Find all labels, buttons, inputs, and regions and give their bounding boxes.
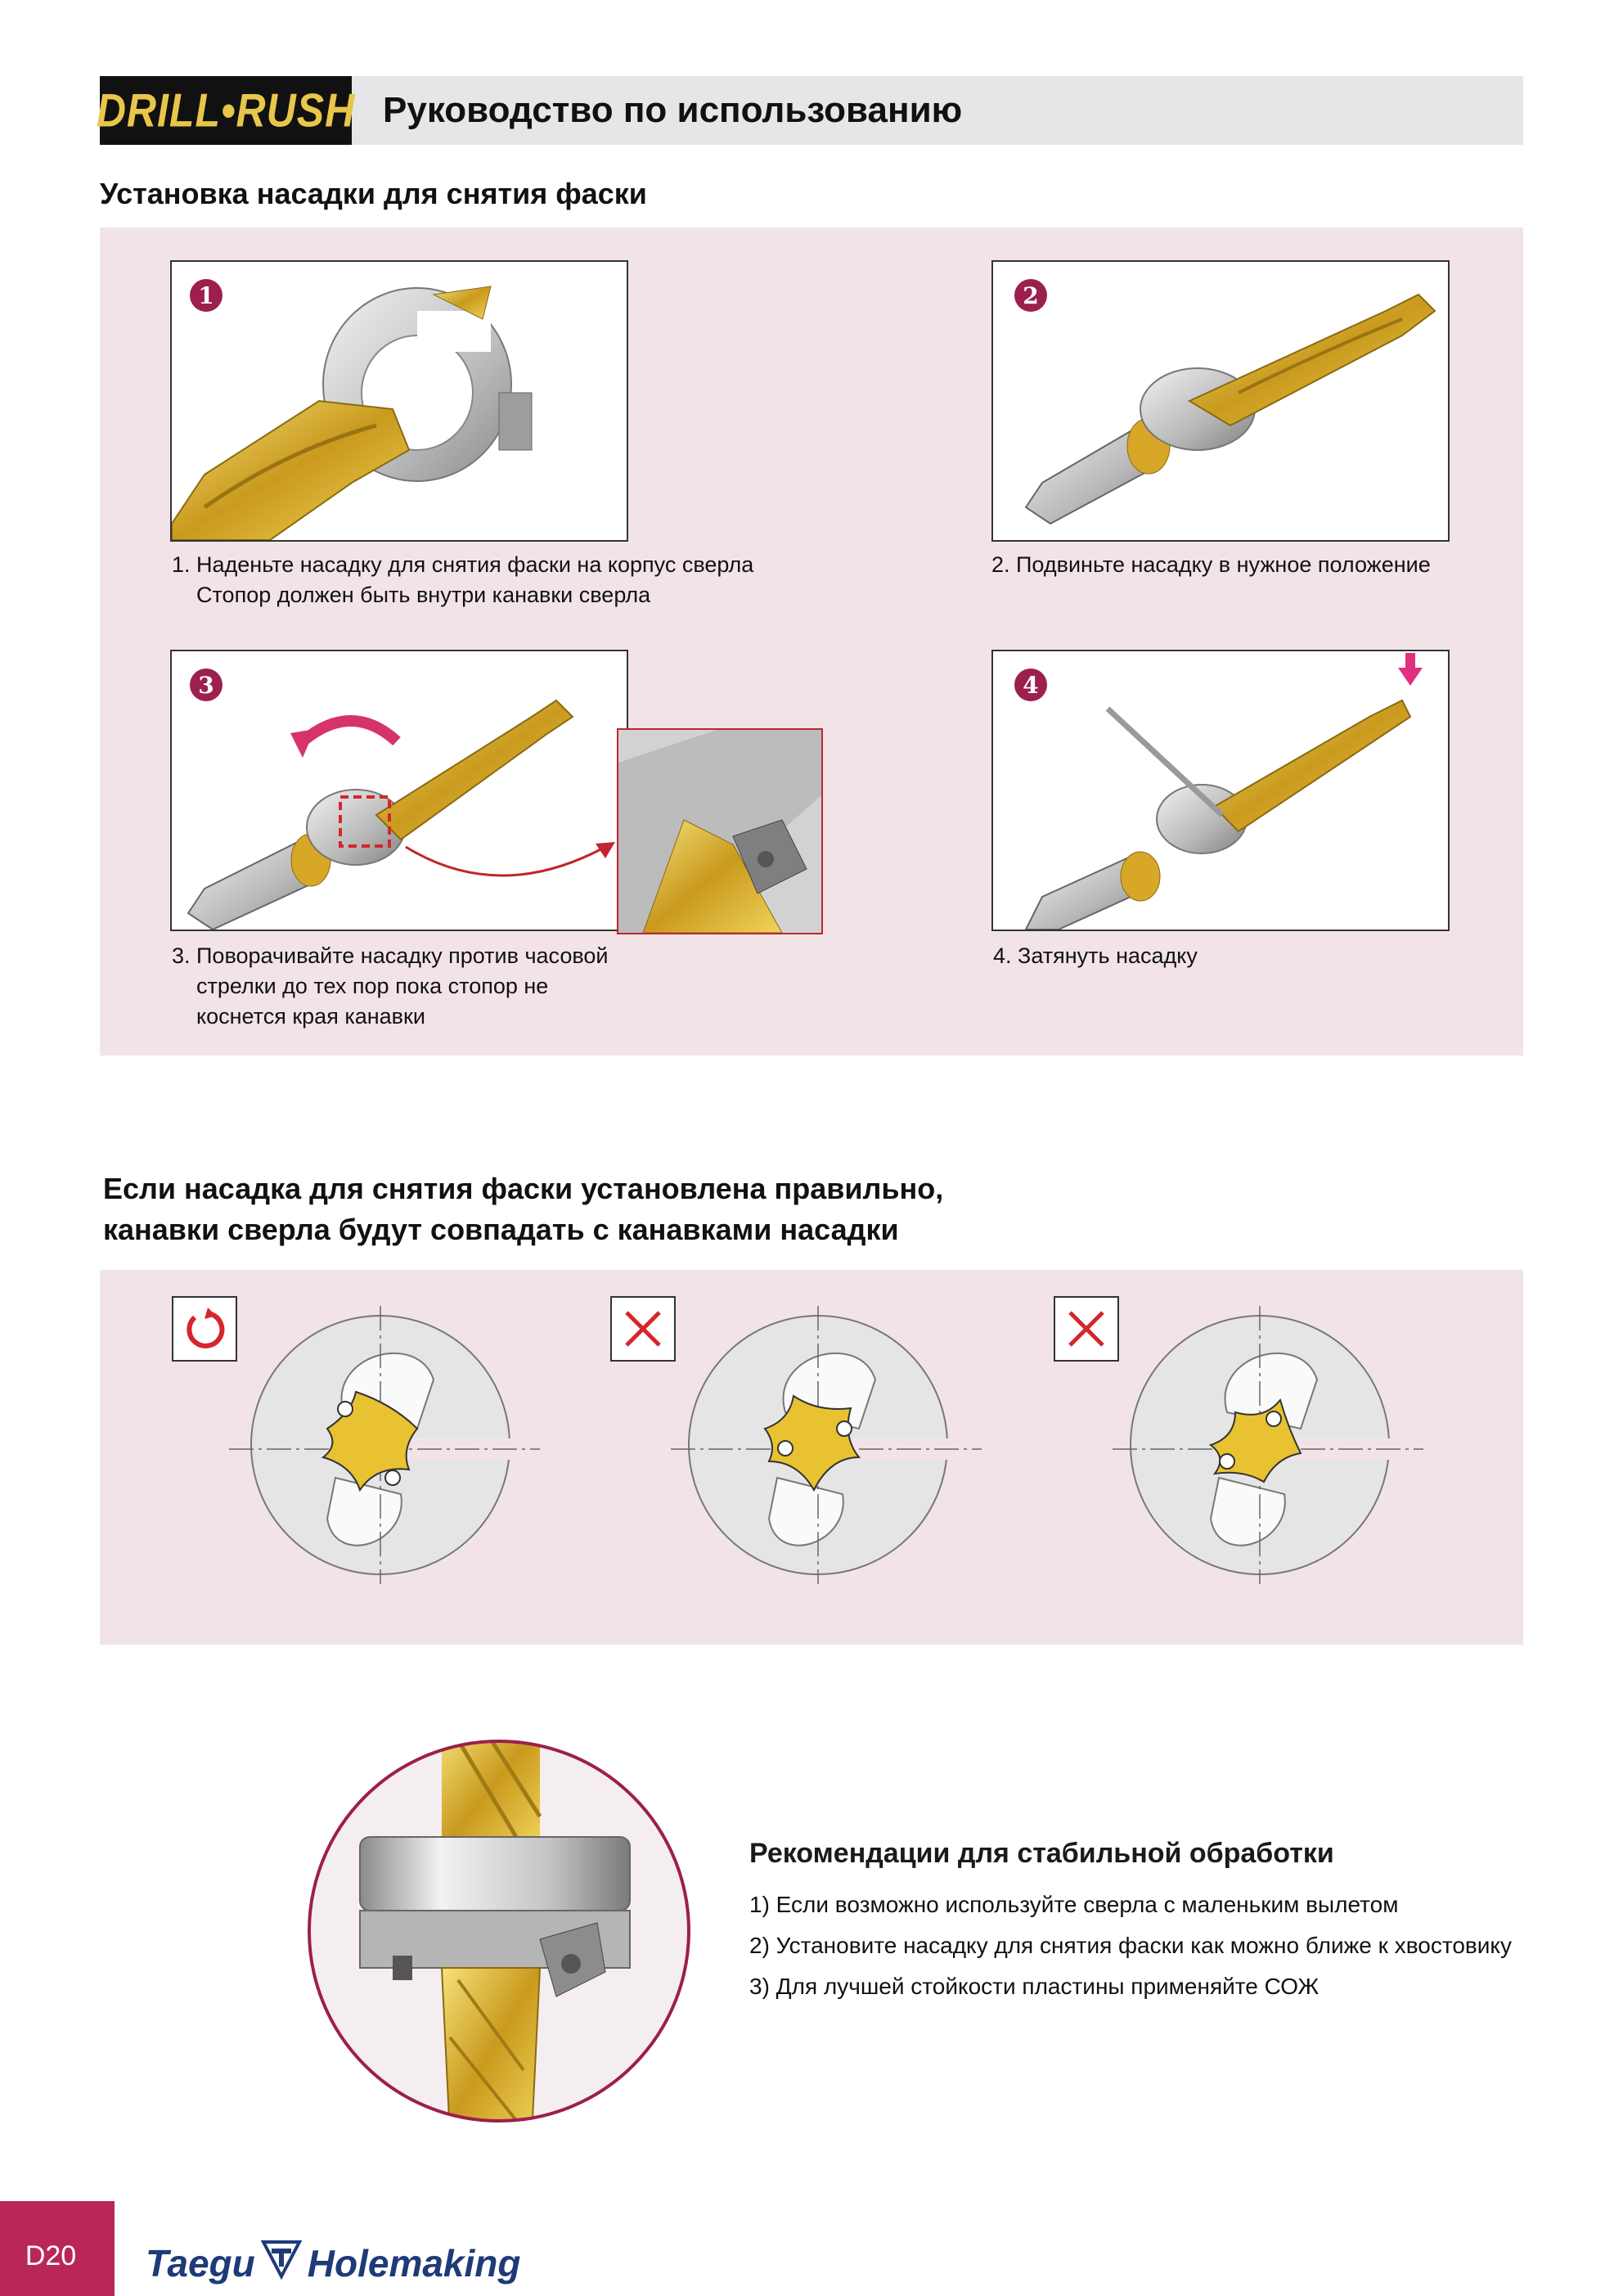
cross-section-wrong-1 bbox=[671, 1306, 982, 1584]
step-2-caption-line-1: 2. Подвиньте насадку в нужное положение bbox=[991, 552, 1431, 577]
correct-circle-icon bbox=[180, 1304, 229, 1353]
wrong-x-icon bbox=[1062, 1304, 1111, 1353]
cross-section-wrong-2 bbox=[1113, 1306, 1423, 1584]
drill-rush-logo bbox=[96, 76, 356, 145]
drill-with-sliding-ring-illustration bbox=[993, 262, 1448, 540]
step-2-badge: 2 bbox=[1014, 279, 1047, 312]
step-3-caption-line-3: коснется края канавки bbox=[196, 1004, 425, 1029]
zoom-arrow-icon bbox=[401, 831, 622, 896]
recommendation-item-1: 1) Если возможно используйте сверла с маленьким вылетом bbox=[749, 1892, 1399, 1917]
page-title: Руководство по использованию bbox=[383, 90, 963, 130]
step-4-caption-line-1: 4. Затянуть насадку bbox=[993, 943, 1198, 968]
alignment-heading-line-2: канавки сверла будут совпадать с канавками насадки bbox=[103, 1213, 899, 1246]
step-4-badge: 4 bbox=[1014, 669, 1047, 701]
step-2-caption bbox=[991, 550, 1431, 580]
logo-text: DRILL•RUSH bbox=[96, 83, 356, 137]
step-1-caption-line-1: 1. Наденьте насадку для снятия фаски на корпус сверла bbox=[172, 552, 754, 577]
step-3-badge: 3 bbox=[190, 669, 223, 701]
wrong-mark-1 bbox=[610, 1296, 676, 1362]
step-1-caption bbox=[172, 550, 753, 610]
recommendation-item-3: 3) Для лучшей стойкости пластины применяйте СОЖ bbox=[749, 1974, 1320, 1999]
step-1-illustration bbox=[170, 260, 628, 542]
tighten-ring-with-hex-key-illustration bbox=[993, 651, 1448, 930]
brand-right-text: Holemaking bbox=[307, 2241, 521, 2285]
page-number: D20 bbox=[25, 2240, 77, 2271]
section-heading-installation: Установка насадки для снятия фаски bbox=[100, 177, 647, 210]
recommendation-item-2: 2) Установите насадку для снятия фаски как можно ближе к хвостовику bbox=[749, 1933, 1512, 1958]
step-1-badge: 1 bbox=[190, 279, 223, 312]
step-3-caption-line-2: стрелки до тех пор пока стопор не bbox=[196, 974, 549, 998]
brand-left-text: Taegu bbox=[146, 2241, 255, 2285]
wrong-mark-2 bbox=[1054, 1296, 1119, 1362]
stopper-detail-illustration bbox=[618, 730, 821, 933]
section-heading-alignment bbox=[103, 1168, 943, 1250]
alignment-heading-line-1: Если насадка для снятия фаски установлена правильно, bbox=[103, 1172, 944, 1205]
step-4-caption bbox=[993, 941, 1198, 971]
step-3-caption bbox=[172, 941, 609, 1032]
cross-section-correct bbox=[229, 1306, 540, 1584]
step-4-illustration bbox=[991, 650, 1450, 931]
drill-and-chamfer-ring-illustration bbox=[172, 262, 627, 540]
taegu-t-logo-icon bbox=[260, 2237, 303, 2289]
step-3-detail-zoom bbox=[617, 728, 823, 934]
taegu-holemaking-logo bbox=[146, 2237, 521, 2289]
recommendations-title: Рекомендации для стабильной обработки bbox=[749, 1838, 1334, 1869]
step-1-caption-line-2: Стопор должен быть внутри канавки сверла bbox=[196, 583, 651, 607]
step-3-caption-line-1: 3. Поворачивайте насадку против часовой bbox=[172, 943, 609, 968]
wrong-x-icon bbox=[618, 1304, 668, 1353]
correct-mark bbox=[172, 1296, 237, 1362]
chamfer-ring-closeup-illustration bbox=[294, 1727, 704, 2136]
step-2-illustration bbox=[991, 260, 1450, 542]
